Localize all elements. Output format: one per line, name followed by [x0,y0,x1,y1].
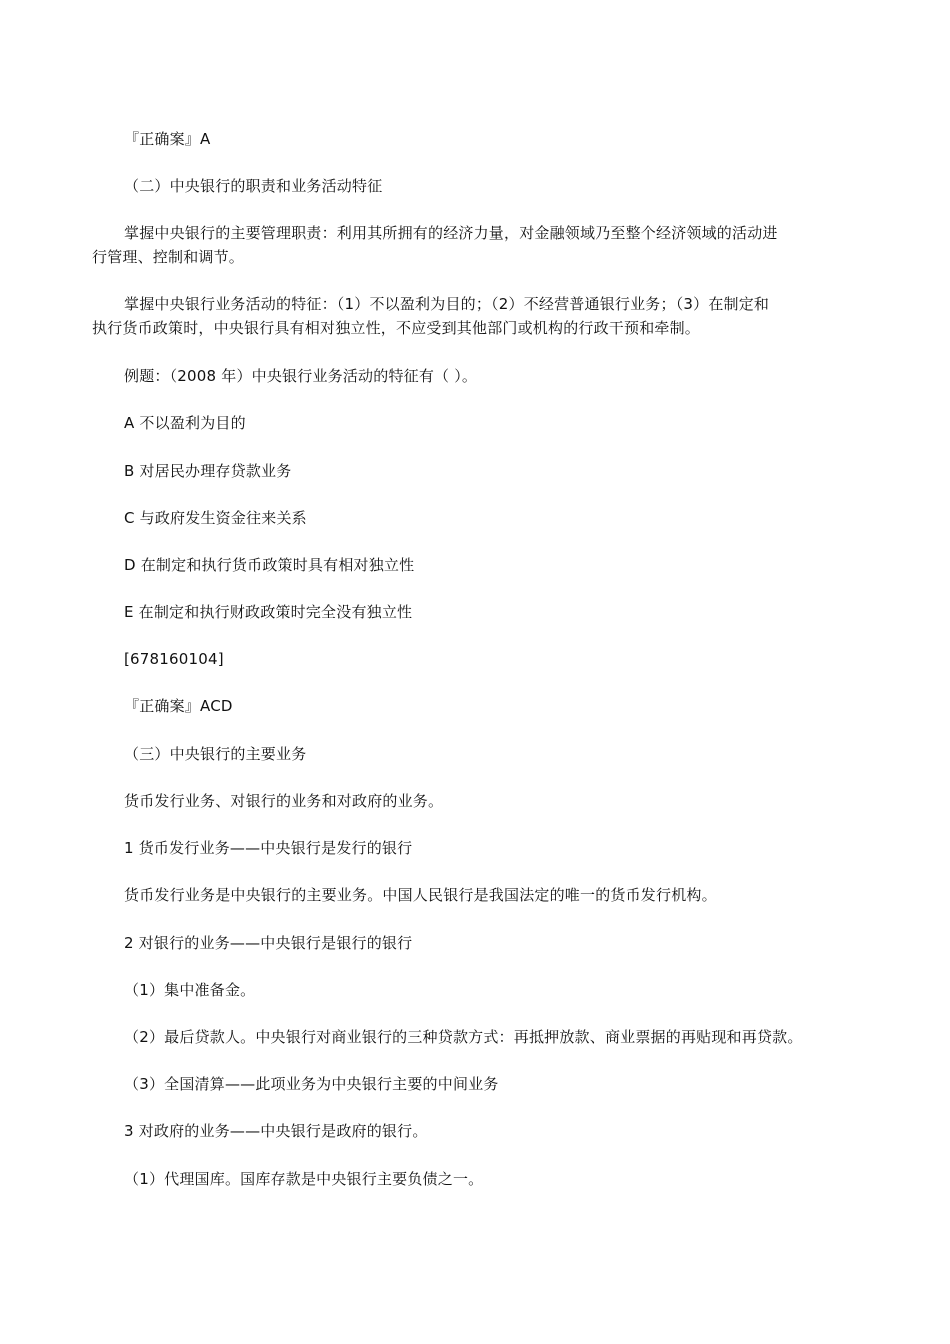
paragraph-duties-line-1: 掌握中央银行的主要管理职责：利用其所拥有的经济力量，对金融领域乃至整个经济领域的活动进 [124,224,778,242]
paragraph-features-line-1: 掌握中央银行业务活动的特征：（1）不以盈利为目的；（2）不经营普通银行业务；（3）在制定和 [124,295,770,313]
section-heading-2: （二）中央银行的职责和业务活动特征 [124,177,383,195]
paragraph-duties-line-2: 行管理、控制和调节。 [92,248,245,266]
item-2-sub-1: （1）集中准备金。 [124,981,256,999]
item-1-heading: 1 货币发行业务——中央银行是发行的银行 [124,839,413,857]
section-heading-3: （三）中央银行的主要业务 [124,745,307,763]
question-id: [678160104] [124,650,224,668]
example-question: 例题：（2008 年）中央银行业务活动的特征有（ ）。 [124,367,478,385]
item-2-heading: 2 对银行的业务——中央银行是银行的银行 [124,934,413,952]
option-c: C 与政府发生资金往来关系 [124,509,307,527]
business-summary: 货币发行业务、对银行的业务和对政府的业务。 [124,792,444,810]
item-1-text: 货币发行业务是中央银行的主要业务。中国人民银行是我国法定的唯一的货币发行机构。 [124,886,717,904]
item-2-sub-3: （3）全国清算——此项业务为中央银行主要的中间业务 [124,1075,499,1093]
paragraph-features-line-2: 执行货币政策时，中央银行具有相对独立性，不应受到其他部门或机构的行政干预和牵制。 [92,319,701,337]
answer-line-1: 『正确案』A [124,130,211,148]
item-2-sub-2: （2）最后贷款人。中央银行对商业银行的三种贷款方式：再抵押放款、商业票据的再贴现和再贷款。 [124,1028,803,1046]
option-a: A 不以盈利为目的 [124,414,246,432]
item-3-heading: 3 对政府的业务——中央银行是政府的银行。 [124,1122,428,1140]
option-d: D 在制定和执行货币政策时具有相对独立性 [124,556,415,574]
answer-line-2: 『正确案』ACD [124,697,233,715]
option-b: B 对居民办理存贷款业务 [124,462,292,480]
option-e: E 在制定和执行财政政策时完全没有独立性 [124,603,413,621]
item-3-sub-1: （1）代理国库。国库存款是中央银行主要负债之一。 [124,1170,484,1188]
